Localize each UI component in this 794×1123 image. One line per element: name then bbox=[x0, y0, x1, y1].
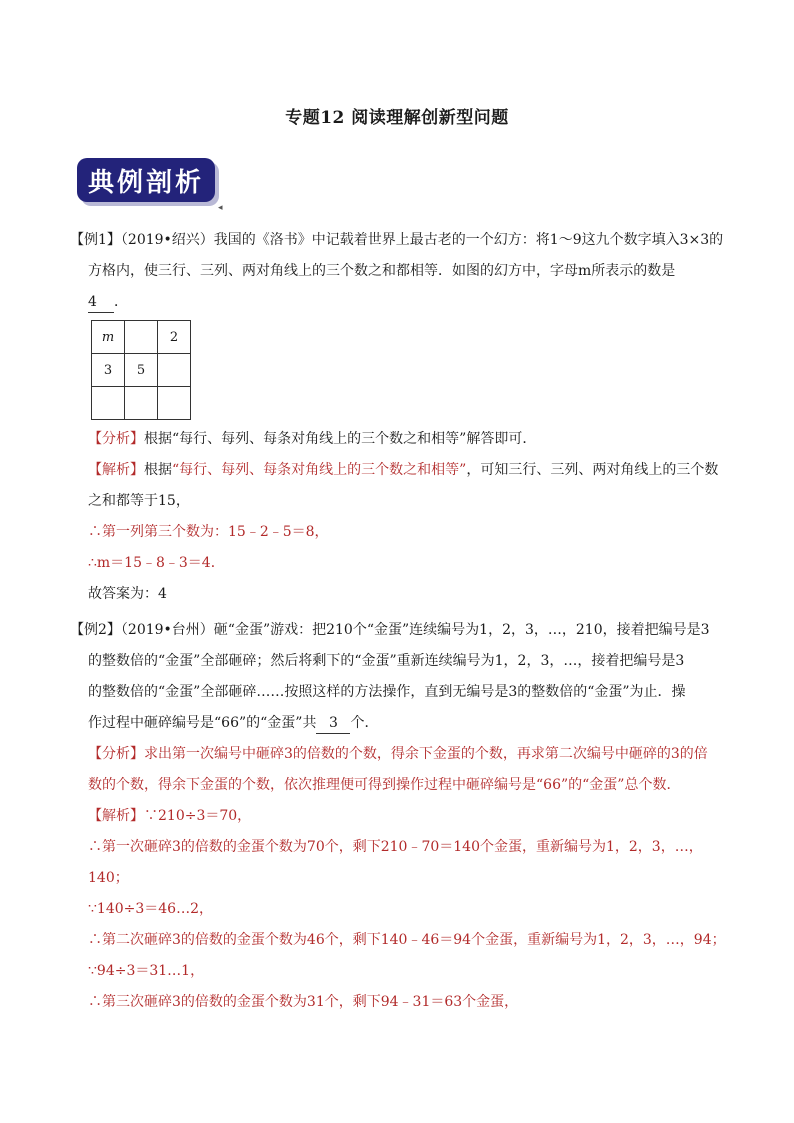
section-banner: 典例剖析 bbox=[77, 158, 215, 202]
analysis-text: 根据“每行、每列、每条对角线上的三个数之和相等”解答即可． bbox=[144, 431, 537, 447]
text-cursor-icon: ◂ bbox=[218, 203, 223, 213]
solution-s5: ∴第二次砸碎3的倍数的金蛋个数为46个，剩下140﹣46＝94个金蛋，重新编号为1，2，3，…，94； bbox=[88, 932, 726, 948]
grid-cell bbox=[158, 387, 191, 420]
page-title: 专题12 阅读理解创新型问题 bbox=[285, 108, 509, 128]
analysis-tag: 【分析】 bbox=[88, 431, 144, 447]
solution-step1: ∴第一列第三个数为：15﹣2﹣5＝8， bbox=[88, 524, 329, 540]
example1-answer-end: ． bbox=[114, 294, 128, 310]
grid-cell bbox=[125, 321, 158, 354]
grid-cell: 5 bbox=[125, 354, 158, 387]
solution-s3: 140； bbox=[88, 870, 129, 886]
example1-line1: （2019•绍兴）我国的《洛书》中记载着世界上最古老的一个幻方：将1～9这九个数字填入3×3的 bbox=[120, 232, 724, 248]
example1-answer: 4 bbox=[88, 292, 114, 313]
example1-line2: 方格内，使三行、三列、两对角线上的三个数之和都相等．如图的幻方中，字母m所表示的数是 bbox=[88, 263, 676, 279]
solution-tag: 【解析】 bbox=[88, 808, 144, 824]
example2-block bbox=[70, 615, 726, 1018]
grid-cell: 3 bbox=[92, 354, 125, 387]
grid-cell bbox=[92, 387, 125, 420]
solution-tag: 【解析】 bbox=[88, 462, 144, 478]
solution-quote: “每行、每列、每条对角线上的三个数之和相等” bbox=[172, 462, 467, 478]
example2-line4b: 个． bbox=[350, 715, 379, 731]
grid-cell bbox=[158, 354, 191, 387]
solution-s4: ∵140÷3＝46…2， bbox=[88, 901, 213, 917]
solution-s6: ∵94÷3＝31…1， bbox=[88, 963, 205, 979]
final-answer: 故答案为：4 bbox=[88, 586, 167, 602]
solution-step2: ∴m＝15﹣8﹣3＝4． bbox=[88, 555, 225, 571]
example2-answer: 3 bbox=[316, 713, 350, 734]
solution-s2: ∴第一次砸碎3的倍数的金蛋个数为70个，剩下210﹣70＝140个金蛋，重新编号为1，2，3，…， bbox=[88, 839, 703, 855]
example2-line3: 的整数倍的“金蛋”全部砸碎……按照这样的方法操作，直到无编号是3的整数倍的“金蛋”为止．操 bbox=[88, 684, 686, 700]
solution-line2: 之和都等于15， bbox=[88, 493, 190, 509]
magic-square-grid bbox=[91, 320, 191, 420]
example1-solution-block bbox=[70, 424, 726, 610]
analysis-line2a: 数的个数，得余下金蛋的个数，依次推理便可得到操作过程中砸碎编号是 bbox=[88, 777, 536, 793]
example1-block bbox=[70, 225, 726, 318]
analysis-line1: 求出第一次编号中砸碎3的倍数的个数，得余下金蛋的个数，再求第二次编号中砸碎的3的倍 bbox=[144, 746, 708, 762]
analysis-tag: 【分析】 bbox=[88, 746, 144, 762]
solution-s1: ∵210÷3＝70， bbox=[144, 808, 252, 824]
grid-cell: m bbox=[92, 321, 125, 354]
grid-cell bbox=[125, 387, 158, 420]
example1-tag: 【例1】 bbox=[70, 232, 121, 248]
solution-text-b: ，可知三行、三列、两对角线上的三个数 bbox=[466, 462, 719, 478]
example2-line2: 的整数倍的“金蛋”全部砸碎；然后将剩下的“金蛋”重新连续编号为1，2，3，…，接着把编号是3 bbox=[88, 653, 685, 669]
example2-line4a: 作过程中砸碎编号是“66”的“金蛋”共 bbox=[88, 715, 317, 731]
example2-line1: （2019•台州）砸“金蛋”游戏：把210个“金蛋”连续编号为1，2，3，…，210，接着把编号是3 bbox=[120, 622, 710, 638]
grid-cell: 2 bbox=[158, 321, 191, 354]
analysis-line2b: “66”的“金蛋”总个数． bbox=[536, 777, 681, 793]
solution-text-a: 根据 bbox=[144, 462, 172, 478]
example2-tag: 【例2】 bbox=[70, 622, 121, 638]
solution-s7: ∴第三次砸碎3的倍数的金蛋个数为31个，剩下94﹣31＝63个金蛋， bbox=[88, 994, 519, 1010]
